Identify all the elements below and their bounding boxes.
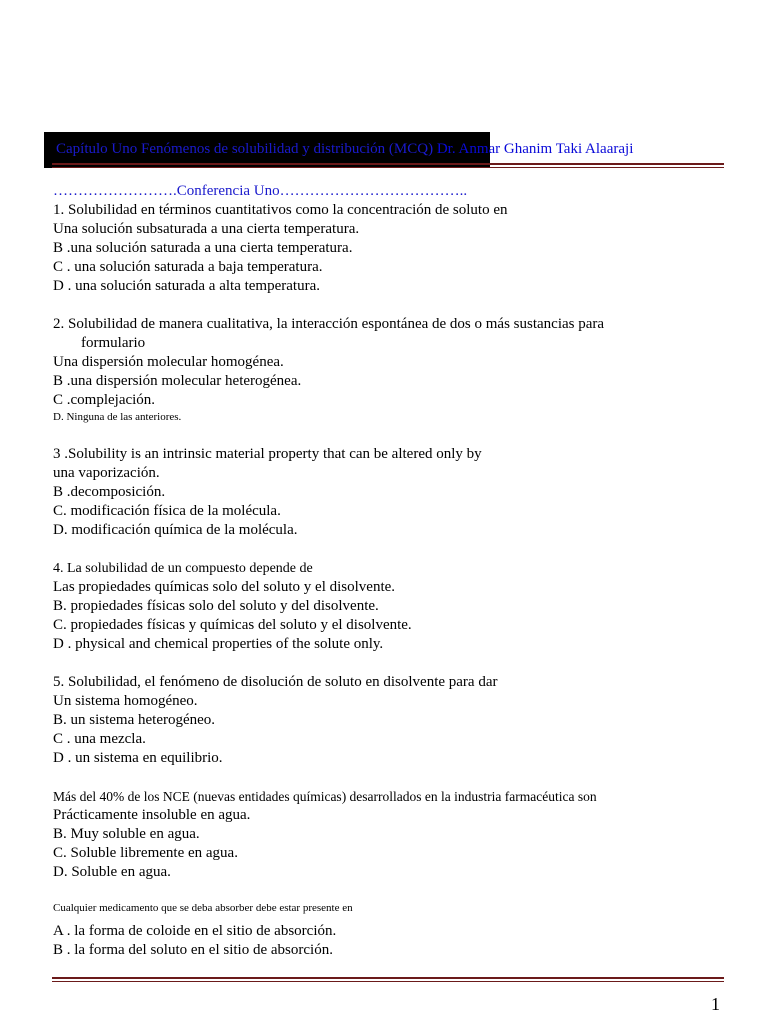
question-4 — [53, 559, 733, 654]
question-stem-continuation: formulario — [81, 335, 146, 351]
option-d: D. Soluble en agua. — [53, 864, 171, 880]
option-d: D. Ninguna de las anteriores. — [53, 411, 182, 423]
chapter-title-text: Capítulo Uno Fenómenos de solubilidad y distribución (MCQ) — [56, 141, 434, 157]
footer-divider — [52, 977, 724, 982]
question-5 — [53, 673, 733, 768]
question-stem: 1. Solubilidad en términos cuantitativos como la concentración de soluto en — [53, 202, 508, 218]
page-number: 1 — [711, 994, 720, 1014]
question-6 — [53, 787, 733, 882]
option-b: B .una dispersión molecular heterogénea. — [53, 373, 302, 389]
option-a: una vaporización. — [53, 465, 160, 481]
header-divider — [52, 163, 724, 168]
option-d: D . una solución saturada a alta temperatura. — [53, 278, 320, 294]
question-list — [53, 182, 733, 960]
option-b: B. un sistema heterogéneo. — [53, 712, 216, 728]
option-b: B .una solución saturada a una cierta temperatura. — [53, 240, 353, 256]
option-c: C . una mezcla. — [53, 731, 146, 747]
conference-heading: …………………….Conferencia Uno……………………………….. — [53, 183, 468, 199]
question-stem: 4. La solubilidad de un compuesto depende de — [53, 561, 313, 576]
author-name: Dr. Anmar Ghanim Taki Alaaraji — [436, 141, 634, 157]
option-c: C .complejación. — [53, 392, 156, 408]
question-stem: Más del 40% de los NCE (nuevas entidades químicas) desarrollados en la industria farmacéutica son — [53, 789, 597, 804]
question-1 — [53, 201, 733, 296]
option-b: B .decomposición. — [53, 484, 166, 500]
option-c: C. Soluble libremente en agua. — [53, 845, 238, 861]
option-a: A . la forma de coloide en el sitio de absorción. — [53, 923, 337, 939]
question-2 — [53, 315, 733, 425]
question-stem: Cualquier medicamento que se deba absorber debe estar presente en — [53, 902, 353, 914]
option-c: C. modificación física de la molécula. — [53, 503, 281, 519]
option-a: Prácticamente insoluble en agua. — [53, 807, 251, 823]
question-stem: 2. Solubilidad de manera cualitativa, la interacción espontánea de dos o más sustancias para — [53, 316, 605, 332]
question-3 — [53, 445, 733, 540]
option-a: Una dispersión molecular homogénea. — [53, 354, 284, 370]
option-b: B. Muy soluble en agua. — [53, 826, 200, 842]
option-c: C. propiedades físicas y químicas del soluto y el disolvente. — [53, 617, 412, 633]
question-7 — [53, 901, 733, 960]
question-stem: 5. Solubilidad, el fenómeno de disolución de soluto en disolvente para dar — [53, 674, 498, 690]
option-d: D . un sistema en equilibrio. — [53, 750, 223, 766]
option-a: Las propiedades químicas solo del soluto y el disolvente. — [53, 579, 396, 595]
option-c: C . una solución saturada a baja temperatura. — [53, 259, 323, 275]
option-d: D . physical and chemical properties of the solute only. — [53, 636, 384, 652]
option-d: D. modificación química de la molécula. — [53, 522, 298, 538]
chapter-title — [56, 140, 633, 158]
question-stem: 3 .Solubility is an intrinsic material property that can be altered only by — [53, 446, 482, 462]
option-a: Un sistema homogéneo. — [53, 693, 198, 709]
option-b: B. propiedades físicas solo del soluto y del disolvente. — [53, 598, 379, 614]
option-a: Una solución subsaturada a una cierta temperatura. — [53, 221, 360, 237]
option-b: B . la forma del soluto en el sitio de absorción. — [53, 942, 333, 958]
